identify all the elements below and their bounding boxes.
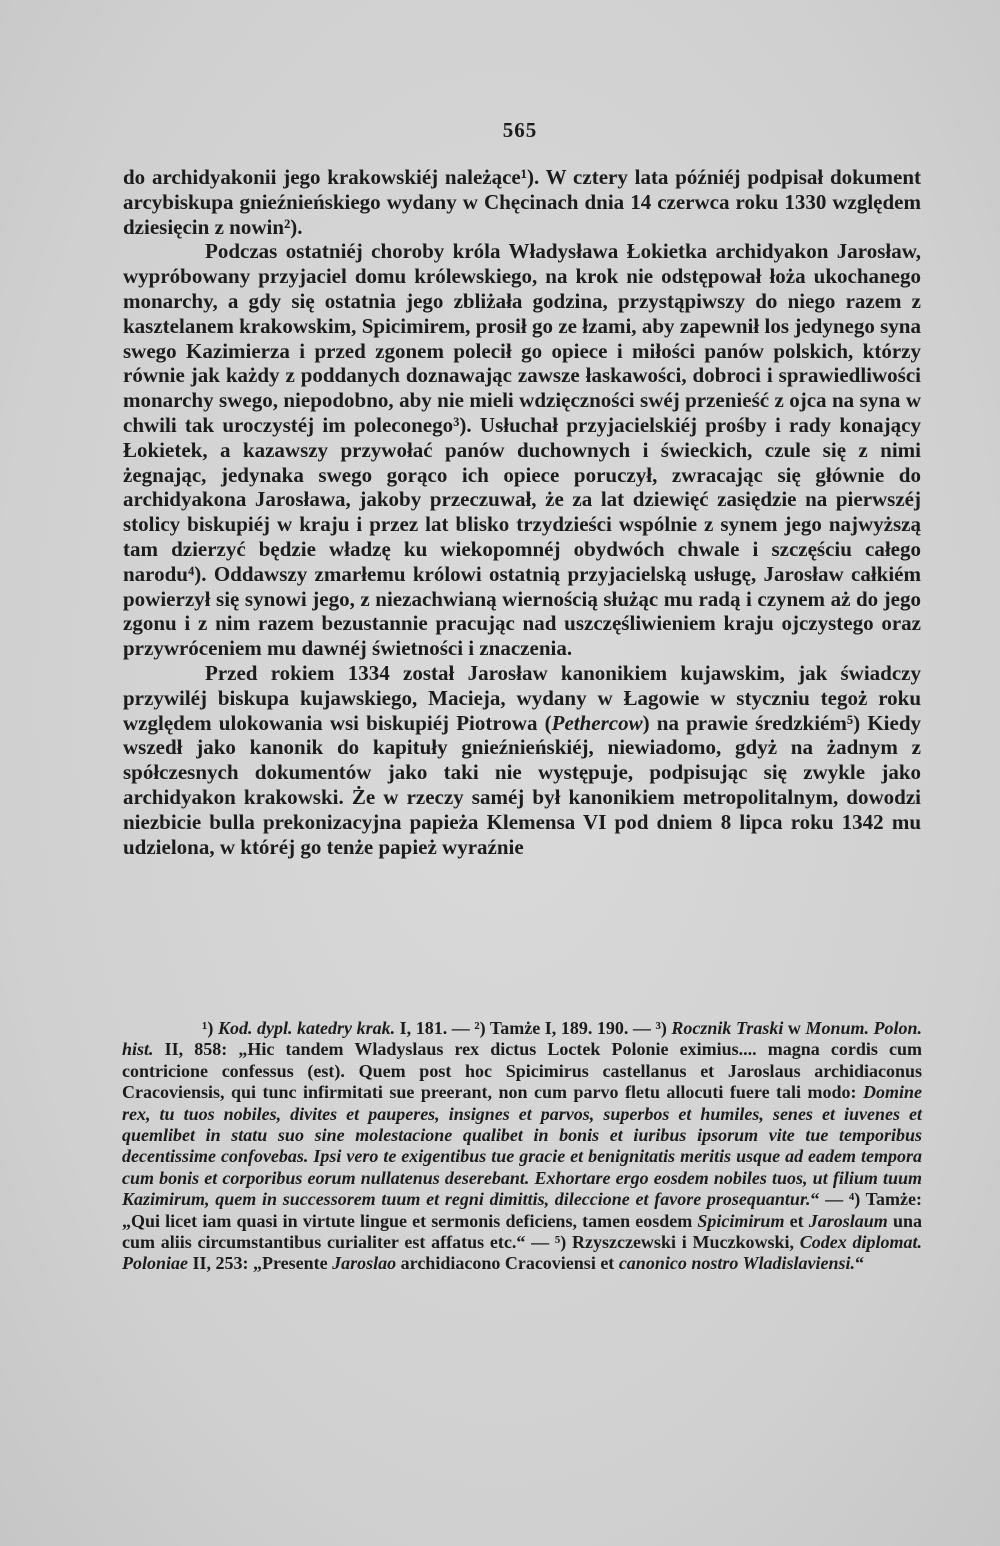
footnote-segment: “ — ⁴) Tamże: „Qui licet iam quasi in virtute lingue et sermonis deficiens, tamen eosdem <box>122 1189 922 1231</box>
paragraph-2: Podczas ostatniéj choroby króla Władysława Łokietka archidyakon Jarosław, wypróbowany przyjaciel domu królewskiego, na krok nie odstępował łoża ukochanego monarchy, a gdy się ostatnia jego zbliżała godzina, przystąpiwszy do niego razem z kasztelanem krakowskim, Spicimirem, prosił go ze łzami, aby zapewnił los jedynego syna swego Kazimierza i przed zgonem polecił go opiece i miłości panów polskich, którzy równie jak każdy z poddanych doznawając zawsze łaskawości, dobroci i sprawiedliwości monarchy swego, niepodobno, aby nie mieli wdzięczności swéj przenieść z ojca na syna w chwili tak uroczystéj im poleconego³). Usłuchał przyjacielskiéj prośby i rady konający Łokietek, a kazawszy przywołać panów duchownych i świeckich, czule się z nimi żegnając, jedynaka swego gorąco ich opiece poruczył, zwracając się głównie do archidyakona Jarosława, jakoby przeczuwał, że za lat dziewięć zasiędzie na pierwszéj stolicy biskupiéj w kraju i przez lat blisko trzydzieści wspólnie z synem jego najwyższą tam dzierzyć będzie władzę ku wiekopomnéj obydwóch chwale i szczęściu całego narodu⁴). Oddawszy zmarłemu królowi ostatnią przyjacielską usługę, Jarosław całkiém powierzył się synowi jego, z niezachwianą wiernością służąc mu radą i czynem aż do jego zgonu i z nim razem bezustannie pracując nad uszczęśliwieniem kraju ojczystego oraz przywróceniem mu dawnéj świetności i znaczenia. <box>123 239 921 661</box>
footnote-italic: Kod. dypl. katedry krak. <box>217 1018 396 1038</box>
footnote-segment: “ <box>855 1253 865 1274</box>
footnote-italic: Jaroslaum <box>808 1210 888 1231</box>
footnote-italic: Codex diplomat. Poloniae <box>122 1232 922 1274</box>
paragraph-1: do archidyakonii jego krakowskiéj należące¹). W cztery lata późniéj podpisał dokument arcybiskupa gnieźnieńskiego wydany w Chęcinach dnia 14 czerwca roku 1330 względem dziesięcin z nowin²). <box>123 165 921 239</box>
footnotes <box>122 1018 922 1275</box>
footnote-italic: Spicimirum <box>697 1210 785 1231</box>
footnote-italic: Rocznik Traski <box>671 1018 784 1038</box>
footnote-block <box>122 1018 922 1275</box>
footnote-segment: II, 253: „Presente <box>188 1253 333 1274</box>
paragraph-3-italic-name: Pethercow <box>551 710 643 735</box>
main-text <box>123 165 921 859</box>
footnote-segment: II, 858: „Hic tandem Wladyslaus rex dictus Loctek Polonie eximius.... magna cordis cum contricione confessus (est). Quem post hoc Spicimirus castellanus et Jaroslaus archidiaconus Cracoviensis, qui tunc infirmitati sue preerant, non cum parvo fletu allocuti fuere tali modo: <box>122 1039 922 1103</box>
footnote-italic: Jaroslao <box>332 1253 397 1274</box>
paragraph-3 <box>123 661 921 859</box>
footnote-italic: canonico nostro Wladislaviensi. <box>618 1253 856 1274</box>
footnote-segment: archidiacono Cracoviensi et <box>396 1253 619 1274</box>
footnote-italic: Monum. Polon. hist. <box>122 1018 923 1060</box>
paragraph-3-text-after: ) na prawie średzkiém⁵) Kiedy wszedł jako kanonik do kapituły gnieźnieńskiéj, niewiadomo, gdyż na żadnym z spółczesnych dokumentów jako taki nie występuje, podpisując się zwykle jako archidyakon krakowski. Że w rzeczy saméj był kanonikiem metropolitalnym, dowodzi niezbicie bulla prekonizacyjna papieża Klemensa VI pod dniem 8 lipca roku 1342 mu udzielona, w któréj go tenże papież wyraźnie <box>123 710 921 859</box>
footnote-segment: una cum aliis circumstantibus curialiter est affatus etc.“ — ⁵) Rzyszczewski i Muczkowski, <box>122 1210 922 1253</box>
footnote-segment: w <box>783 1018 806 1038</box>
footnote-italic: Domine rex, tu tuos nobiles, divites et pauperes, insignes et parvos, superbos et humiles, senes et iuvenes et quemlibet in statu suo sine molestacione qualibet in bonis et iuribus ipsorum vite tue temporibus decentissime confovebas. Ipsi vero te exigentibus tue gracie et benignitatis meritis usque ad eadem tempora cum bonis et corporibus eorum nullatenus deserebant. Exhortare ergo eosdem nobiles tuos, ut filium tuum Kazimirum, quem in successorem tuum et regni dimittis, dileccione et favore prosequantur. <box>122 1082 922 1210</box>
footnote-segment: ¹) <box>202 1018 218 1038</box>
paragraph-3-text-before: Przed rokiem 1334 został Jarosław kanonikiem kujawskim, jak świadczy przywiléj biskupa kujawskiego, Macieja, wydany w Łagowie w styczniu tegoż roku względem ulokowania wsi biskupiéj Piotrowa ( <box>123 660 921 735</box>
footnote-segment: I, 181. — ²) Tamże I, 189. 190. — ³) <box>395 1018 672 1038</box>
page-number: 565 <box>502 118 538 142</box>
footnote-segment: et <box>784 1210 809 1231</box>
